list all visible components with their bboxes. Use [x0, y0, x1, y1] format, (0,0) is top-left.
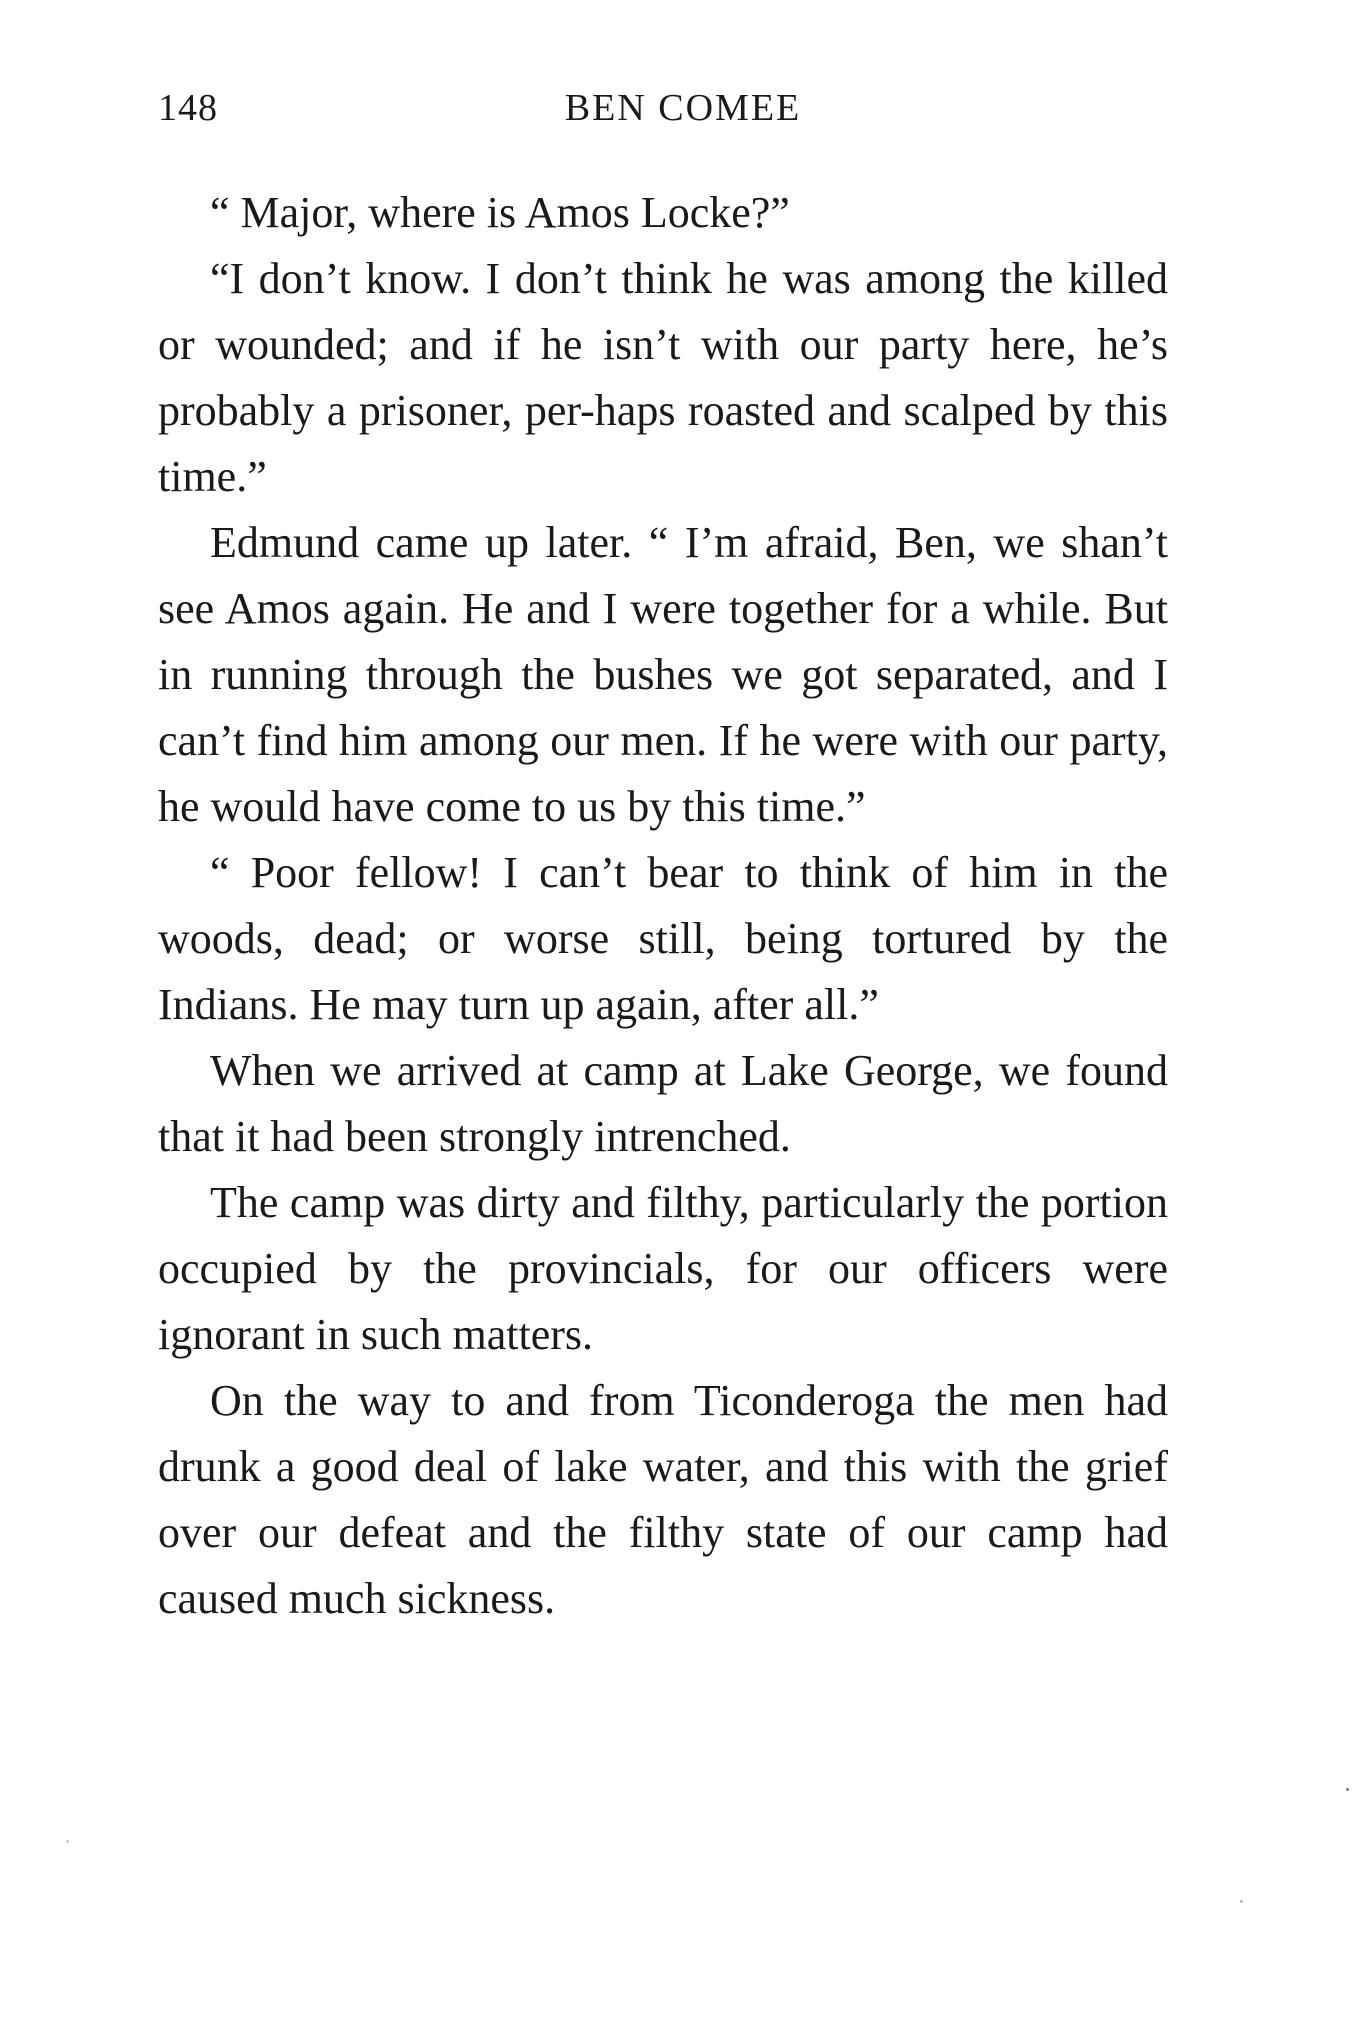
paper-speck	[1240, 1900, 1243, 1903]
paragraph: On the way to and from Ticonderoga the men had drunk a good deal of lake water, and this with the grief over our defeat and the filthy state of our camp had caused much sickness.	[158, 1376, 1168, 1623]
paper-speck	[1346, 1788, 1349, 1791]
paragraph: When we arrived at camp at Lake George, we found that it had been strongly intrenched.	[158, 1046, 1168, 1161]
paragraph: “I don’t know. I don’t think he was among the killed or wounded; and if he isn’t with our party here, he’s probably a prisoner, per-haps roasted and scalped by this time.”	[158, 254, 1168, 501]
paragraph: Edmund came up later. “ I’m afraid, Ben, we shan’t see Amos again. He and I were together for a while. But in running through the bushes we got separated, and I can’t find him among our men. If he were with our party, he would have come to us by this time.”	[158, 518, 1168, 831]
paragraph: “ Major, where is Amos Locke?”	[210, 188, 790, 237]
paper-speck	[66, 1840, 69, 1843]
running-title: BEN COMEE	[564, 87, 802, 129]
page-number: 148	[158, 87, 218, 129]
body-text	[158, 180, 1168, 1632]
paragraph: The camp was dirty and filthy, particularly the portion occupied by the provincials, for our officers were ignorant in such matters.	[158, 1178, 1168, 1359]
running-head	[158, 86, 1168, 136]
paragraph: “ Poor fellow! I can’t bear to think of him in the woods, dead; or worse still, being tortured by the Indians. He may turn up again, after all.”	[158, 848, 1168, 1029]
